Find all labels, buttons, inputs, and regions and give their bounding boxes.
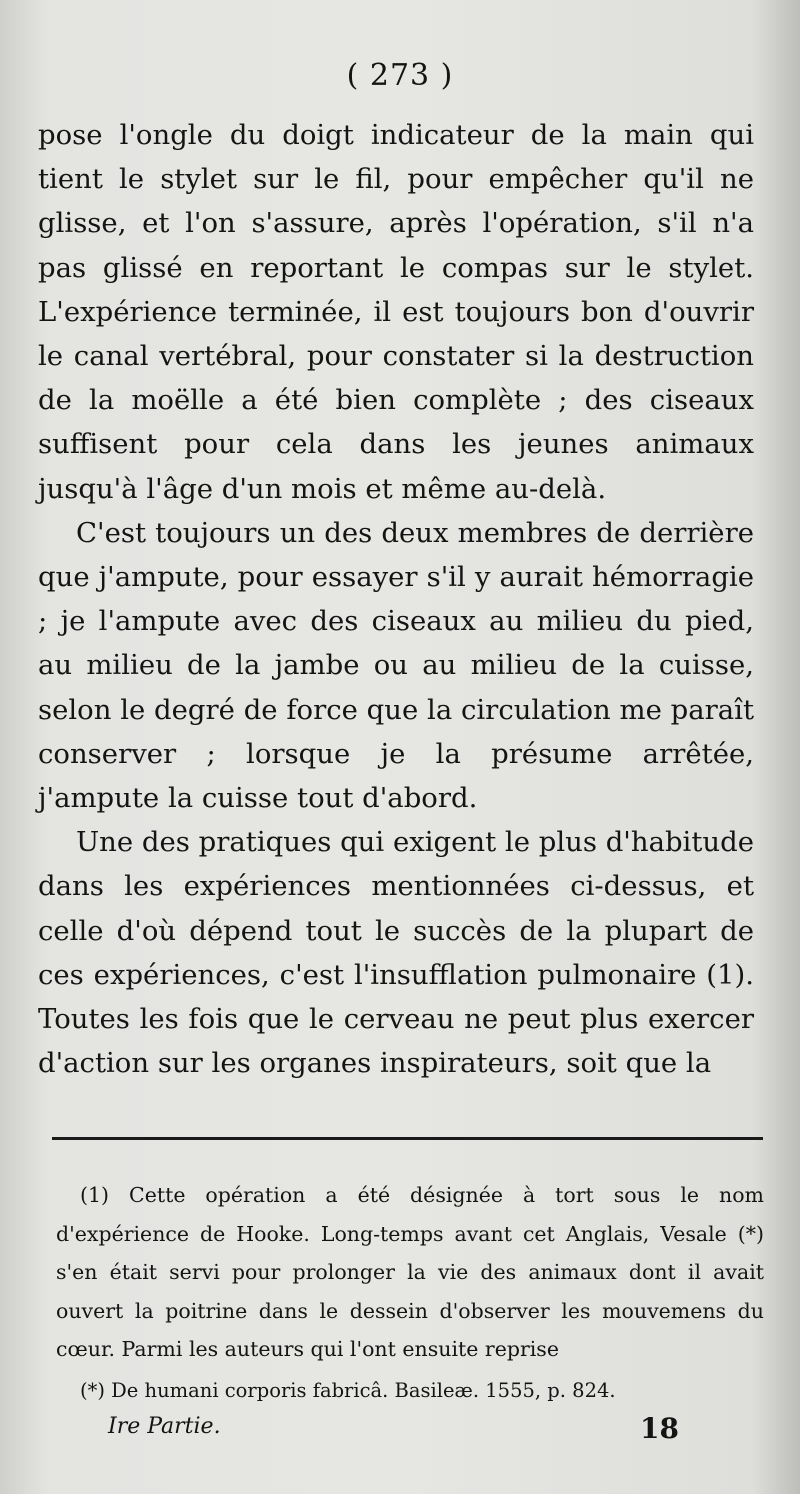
- paragraph-2: C'est toujours un des deux membres de derrière que j'ampute, pour essayer s'il y aurait hémorragie ; je l'ampute avec des ciseaux au milieu du pied, au milieu de la jambe ou au milieu de la cuisse, selon le degré de force que la circulation me paraît conserver ; lorsque je la présume arrêtée, j'ampute la cuisse tout d'abord.: [38, 516, 754, 815]
- main-text: [38, 113, 754, 1085]
- paragraph-3: Une des pratiques qui exigent le plus d'habitude dans les expériences mentionnées ci-dessus, et celle d'où dépend tout le succès de la plupart de ces expériences, c'est l'insufflation pulmonaire (1). Toutes les fois que le cerveau ne peut plus exercer d'action sur les organes inspirateurs, soit que la: [38, 826, 754, 1080]
- signature-label: Ire Partie.: [108, 1414, 221, 1439]
- signature-mark: 18: [640, 1412, 679, 1445]
- footnote-divider: [52, 1137, 763, 1140]
- footnotes: [56, 1176, 764, 1411]
- page-number-header: ( 273 ): [346, 58, 454, 93]
- footnote-1: (1) Cette opération a été désignée à tort sous le nom d'expérience de Hooke. Long-temps avant cet Anglais, Vesale (*) s'en était servi pour prolonger la vie des animaux dont il avait ouvert la poitrine dans le dessein d'observer les mouvemens du cœur. Parmi les auteurs qui l'ont ensuite reprise: [56, 1183, 764, 1362]
- footnote-star: (*) De humani corporis fabricâ. Basileæ. 1555, p. 824.: [80, 1378, 616, 1402]
- paragraph-1: pose l'ongle du doigt indicateur de la main qui tient le stylet sur le fil, pour empêcher qu'il ne glisse, et l'on s'assure, après l'opération, s'il n'a pas glissé en reportant le compas sur le stylet. L'expérience terminée, il est toujours bon d'ouvrir le canal vertébral, pour constater si la destruction de la moëlle a été bien complète ; des ciseaux suffisent pour cela dans les jeunes animaux jusqu'à l'âge d'un mois et même au-delà.: [38, 119, 754, 505]
